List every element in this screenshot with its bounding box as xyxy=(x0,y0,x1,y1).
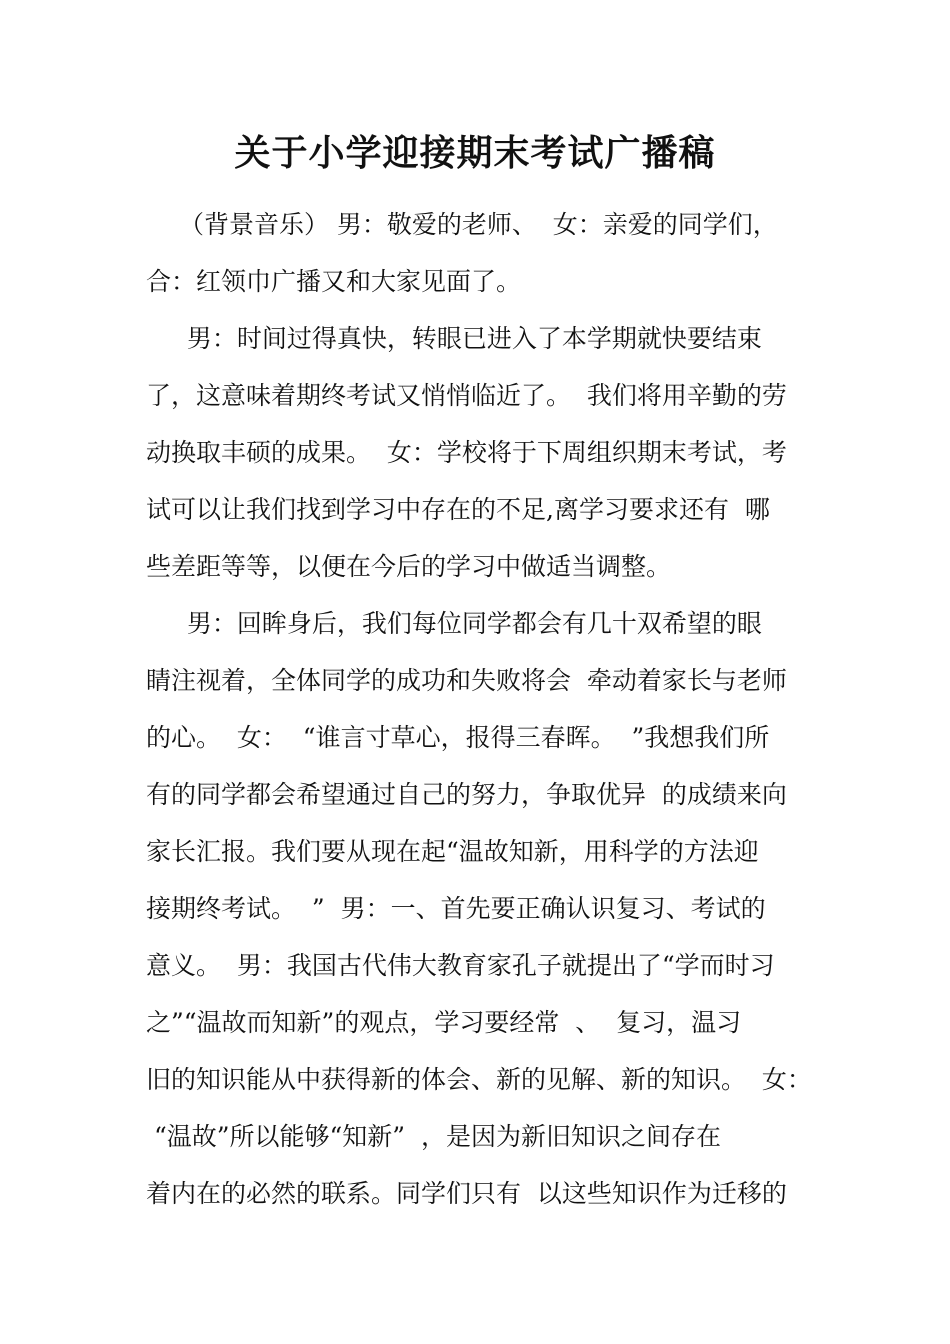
paragraph-line-1: （背景音乐） 男：敬爱的老师、 女：亲爱的同学们， xyxy=(146,210,778,239)
document-title: 关于小学迎接期末考试广播稿 xyxy=(234,133,716,174)
paragraph-line-14: 意义。 男：我国古代伟大教育家孔子就提出了“学而时习 xyxy=(146,951,775,980)
paragraph-line-7: 些差距等等，以便在今后的学习中做适当调整。 xyxy=(146,552,672,581)
paragraph-line-4: 了，这意味着期终考试又悄悄临近了。 我们将用辛勤的劳 xyxy=(146,381,787,410)
paragraph-line-11: 有的同学都会希望通过自己的努力，争取优异 的成绩来向 xyxy=(146,780,787,809)
paragraph-line-8: 男：回眸身后，我们每位同学都会有几十双希望的眼 xyxy=(146,609,762,638)
paragraph-line-16: 旧的知识能从中获得新的体会、新的见解、新的知识。 女： xyxy=(146,1065,812,1094)
paragraph-line-2: 合：红领巾广播又和大家见面了。 xyxy=(146,267,522,296)
paragraph-line-13: 接期终考试。 ” 男：一、首先要正确认识复习、考试的 xyxy=(146,894,766,923)
paragraph-line-5: 动换取丰硕的成果。 女：学校将于下周组织期末考试，考 xyxy=(146,438,787,467)
paragraph-line-3: 男：时间过得真快，转眼已进入了本学期就快要结束 xyxy=(146,324,762,353)
paragraph-line-9: 睛注视着，全体同学的成功和失败将会 牵动着家长与老师 xyxy=(146,666,787,695)
paragraph-line-18: 着内在的必然的联系。同学们只有 以这些知识作为迁移的 xyxy=(146,1179,787,1208)
paragraph-line-12: 家长汇报。我们要从现在起“温故知新，用科学的方法迎 xyxy=(146,837,759,866)
paragraph-line-17: “温故”所以能够“知新” ，是因为新旧知识之间存在 xyxy=(146,1122,721,1151)
paragraph-line-15: 之”“温故而知新”的观点，学习要经常 、 复习，温习 xyxy=(146,1008,742,1037)
paragraph-line-10: 的心。 女： “谁言寸草心，报得三春晖。 ”我想我们所 xyxy=(146,723,770,752)
paragraph-line-6: 试可以让我们找到学习中存在的不足,离学习要求还有 哪 xyxy=(146,495,770,524)
